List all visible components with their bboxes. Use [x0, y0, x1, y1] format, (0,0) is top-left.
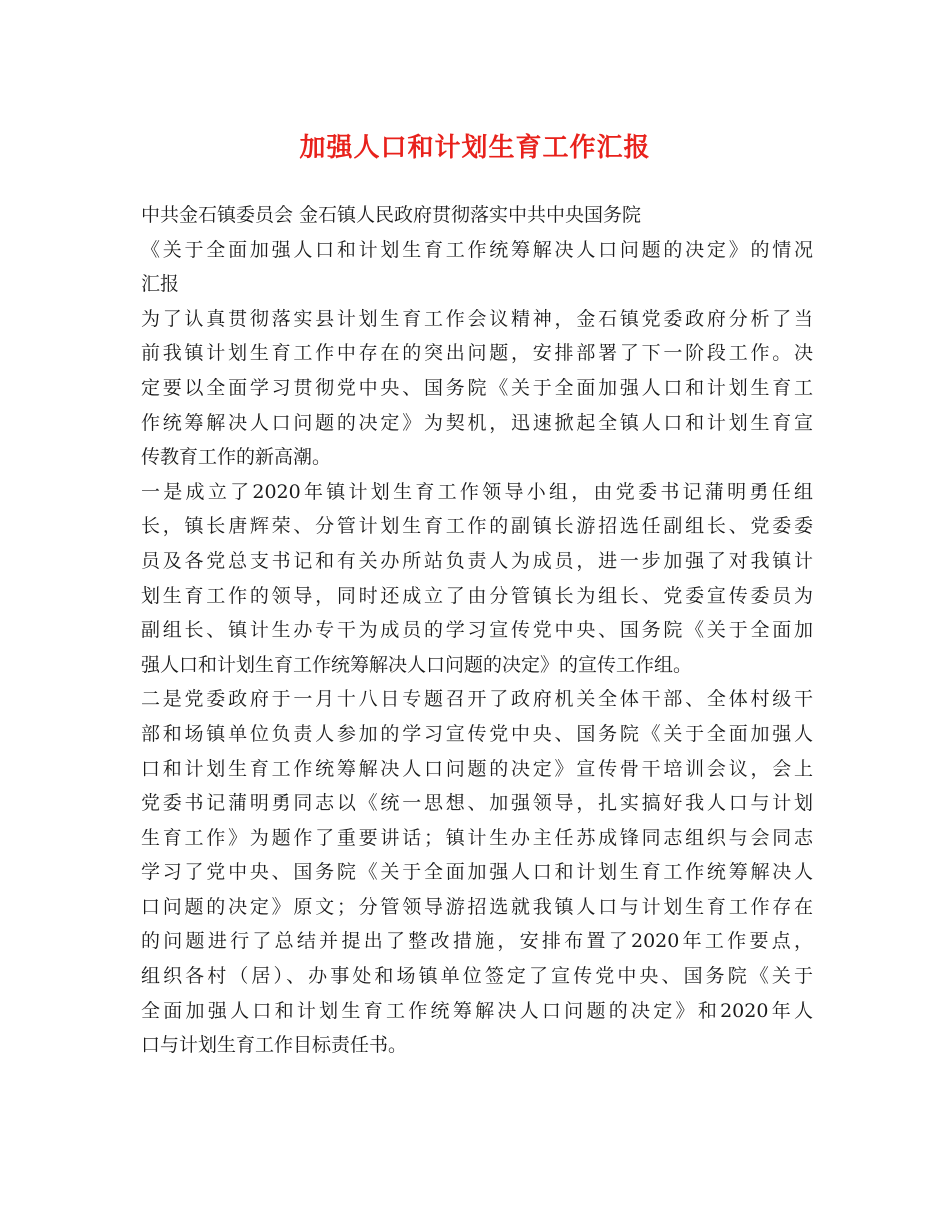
body-line: 口问题的决定》原文；分管领导游招选就我镇人口与计划生育工作存在: [141, 895, 813, 918]
body-line: 组织各村（居）、办事处和场镇单位签定了宣传党中央、国务院《关于: [141, 965, 813, 988]
body-line: 强人口和计划生育工作统筹解决人口问题的决定》的宣传工作组。: [141, 653, 693, 676]
body-line: 学习了党中央、国务院《关于全面加强人口和计划生育工作统筹解决人: [141, 861, 813, 884]
body-line: 作统筹解决人口问题的决定》为契机，迅速掀起全镇人口和计划生育宣: [141, 411, 813, 434]
body-line: 为了认真贯彻落实县计划生育工作会议精神，金石镇党委政府分析了当: [141, 307, 813, 330]
document-body: [141, 198, 813, 1063]
body-line: 汇报: [141, 273, 180, 296]
body-line: 一是成立了2020年镇计划生育工作领导小组，由党委书记蒲明勇任组: [141, 480, 813, 503]
body-line: 全面加强人口和计划生育工作统筹解决人口问题的决定》和2020年人: [141, 999, 813, 1022]
body-line: 长，镇长唐辉荣、分管计划生育工作的副镇长游招选任副组长、党委委: [141, 515, 813, 538]
body-line: 定要以全面学习贯彻党中央、国务院《关于全面加强人口和计划生育工: [141, 376, 813, 399]
body-line: 口和计划生育工作统筹解决人口问题的决定》宣传骨干培训会议，会上: [141, 757, 813, 780]
body-line: 划生育工作的领导，同时还成立了由分管镇长为组长、党委宣传委员为: [141, 584, 813, 607]
body-line: 副组长、镇计生办专干为成员的学习宣传党中央、国务院《关于全面加: [141, 619, 813, 642]
document-title: 加强人口和计划生育工作汇报: [299, 133, 651, 163]
body-line: 生育工作》为题作了重要讲话；镇计生办主任苏成锋同志组织与会同志: [141, 826, 813, 849]
body-line: 前我镇计划生育工作中存在的突出问题，安排部署了下一阶段工作。决: [141, 342, 813, 365]
body-line: 部和场镇单位负责人参加的学习宣传党中央、国务院《关于全面加强人: [141, 722, 813, 745]
body-line: 传教育工作的新高潮。: [141, 446, 332, 469]
body-line: 员及各党总支书记和有关办所站负责人为成员，进一步加强了对我镇计: [141, 549, 813, 572]
body-line: 二是党委政府于一月十八日专题召开了政府机关全体干部、全体村级干: [141, 688, 813, 711]
body-line: 口与计划生育工作目标责任书。: [141, 1034, 408, 1057]
body-line: 《关于全面加强人口和计划生育工作统筹解决人口问题的决定》的情况: [141, 238, 813, 261]
body-line: 的问题进行了总结并提出了整改措施，安排布置了2020年工作要点，: [141, 930, 813, 953]
body-line: 中共金石镇委员会 金石镇人民政府贯彻落实中共中央国务院: [141, 204, 642, 226]
body-line: 党委书记蒲明勇同志以《统一思想、加强领导，扎实搞好我人口与计划: [141, 792, 813, 815]
